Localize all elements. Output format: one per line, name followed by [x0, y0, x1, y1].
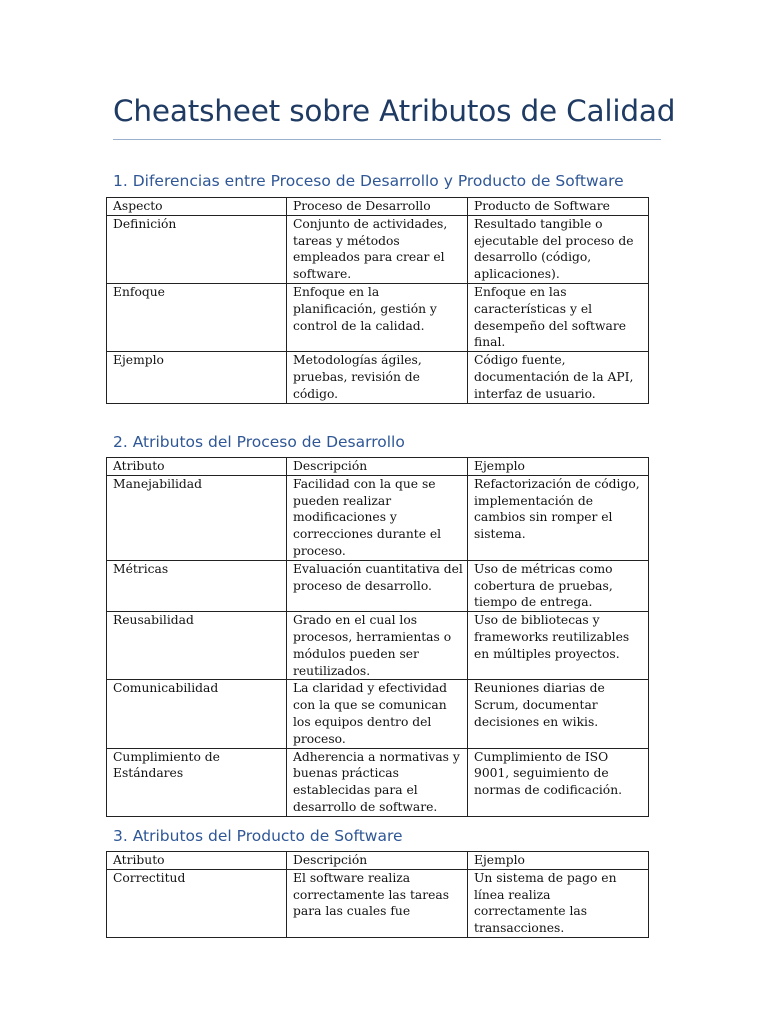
table-cell: Código fuente, documentación de la API, interfaz de usuario. — [468, 352, 649, 403]
table-cell: Enfoque en la planificación, gestión y control de la calidad. — [287, 283, 468, 351]
title-underline — [113, 139, 661, 140]
table-row — [107, 560, 649, 611]
table-cell: Un sistema de pago en línea realiza correctamente las transacciones. — [468, 869, 649, 937]
header-cell: Descripción — [287, 458, 468, 476]
table-cell: El software realiza correctamente las tareas para las cuales fue — [287, 869, 468, 937]
table-row — [107, 352, 649, 403]
table-cell: La claridad y efectividad con la que se comunican los equipos dentro del proceso. — [287, 680, 468, 748]
table-product-attributes — [106, 851, 649, 938]
table-cell: Métricas — [107, 560, 287, 611]
page-title: Cheatsheet sobre Atributos de Calidad — [113, 94, 676, 128]
table-cell: Comunicabilidad — [107, 680, 287, 748]
table-row — [107, 869, 649, 937]
table-cell: Enfoque — [107, 283, 287, 351]
table-process-vs-product — [106, 197, 649, 404]
header-cell: Ejemplo — [468, 458, 649, 476]
table-cell: Refactorización de código, implementación de cambios sin romper el sistema. — [468, 475, 649, 560]
table-cell: Ejemplo — [107, 352, 287, 403]
table-cell: Correctitud — [107, 869, 287, 937]
table-cell: Reuniones diarias de Scrum, documentar decisiones en wikis. — [468, 680, 649, 748]
table-cell: Grado en el cual los procesos, herramientas o módulos pueden ser reutilizados. — [287, 612, 468, 680]
table-header-row — [107, 852, 649, 870]
table-cell: Uso de métricas como cobertura de pruebas, tiempo de entrega. — [468, 560, 649, 611]
table-header-row — [107, 458, 649, 476]
section-3-heading: 3. Atributos del Producto de Software — [113, 827, 403, 845]
section-2-heading: 2. Atributos del Proceso de Desarrollo — [113, 433, 405, 451]
table-row — [107, 215, 649, 283]
table-cell: Cumplimiento de Estándares — [107, 748, 287, 816]
section-1-heading: 1. Diferencias entre Proceso de Desarrollo y Producto de Software — [113, 172, 624, 190]
table-header-row — [107, 198, 649, 216]
table-row — [107, 612, 649, 680]
header-cell: Proceso de Desarrollo — [287, 198, 468, 216]
table-row — [107, 680, 649, 748]
header-cell: Producto de Software — [468, 198, 649, 216]
table-cell: Adherencia a normativas y buenas prácticas establecidas para el desarrollo de software. — [287, 748, 468, 816]
table-cell: Resultado tangible o ejecutable del proceso de desarrollo (código, aplicaciones). — [468, 215, 649, 283]
table-cell: Definición — [107, 215, 287, 283]
table-cell: Reusabilidad — [107, 612, 287, 680]
header-cell: Aspecto — [107, 198, 287, 216]
table-cell: Manejabilidad — [107, 475, 287, 560]
table-cell: Cumplimiento de ISO 9001, seguimiento de normas de codificación. — [468, 748, 649, 816]
table-cell: Uso de bibliotecas y frameworks reutilizables en múltiples proyectos. — [468, 612, 649, 680]
table-process-attributes — [106, 457, 649, 817]
table-row — [107, 748, 649, 816]
table-cell: Evaluación cuantitativa del proceso de desarrollo. — [287, 560, 468, 611]
table-row — [107, 475, 649, 560]
table-row — [107, 283, 649, 351]
table-cell: Conjunto de actividades, tareas y métodos empleados para crear el software. — [287, 215, 468, 283]
header-cell: Atributo — [107, 852, 287, 870]
table-cell: Metodologías ágiles, pruebas, revisión de código. — [287, 352, 468, 403]
header-cell: Ejemplo — [468, 852, 649, 870]
header-cell: Atributo — [107, 458, 287, 476]
table-cell: Facilidad con la que se pueden realizar modificaciones y correcciones durante el proceso. — [287, 475, 468, 560]
table-cell: Enfoque en las características y el desempeño del software final. — [468, 283, 649, 351]
header-cell: Descripción — [287, 852, 468, 870]
